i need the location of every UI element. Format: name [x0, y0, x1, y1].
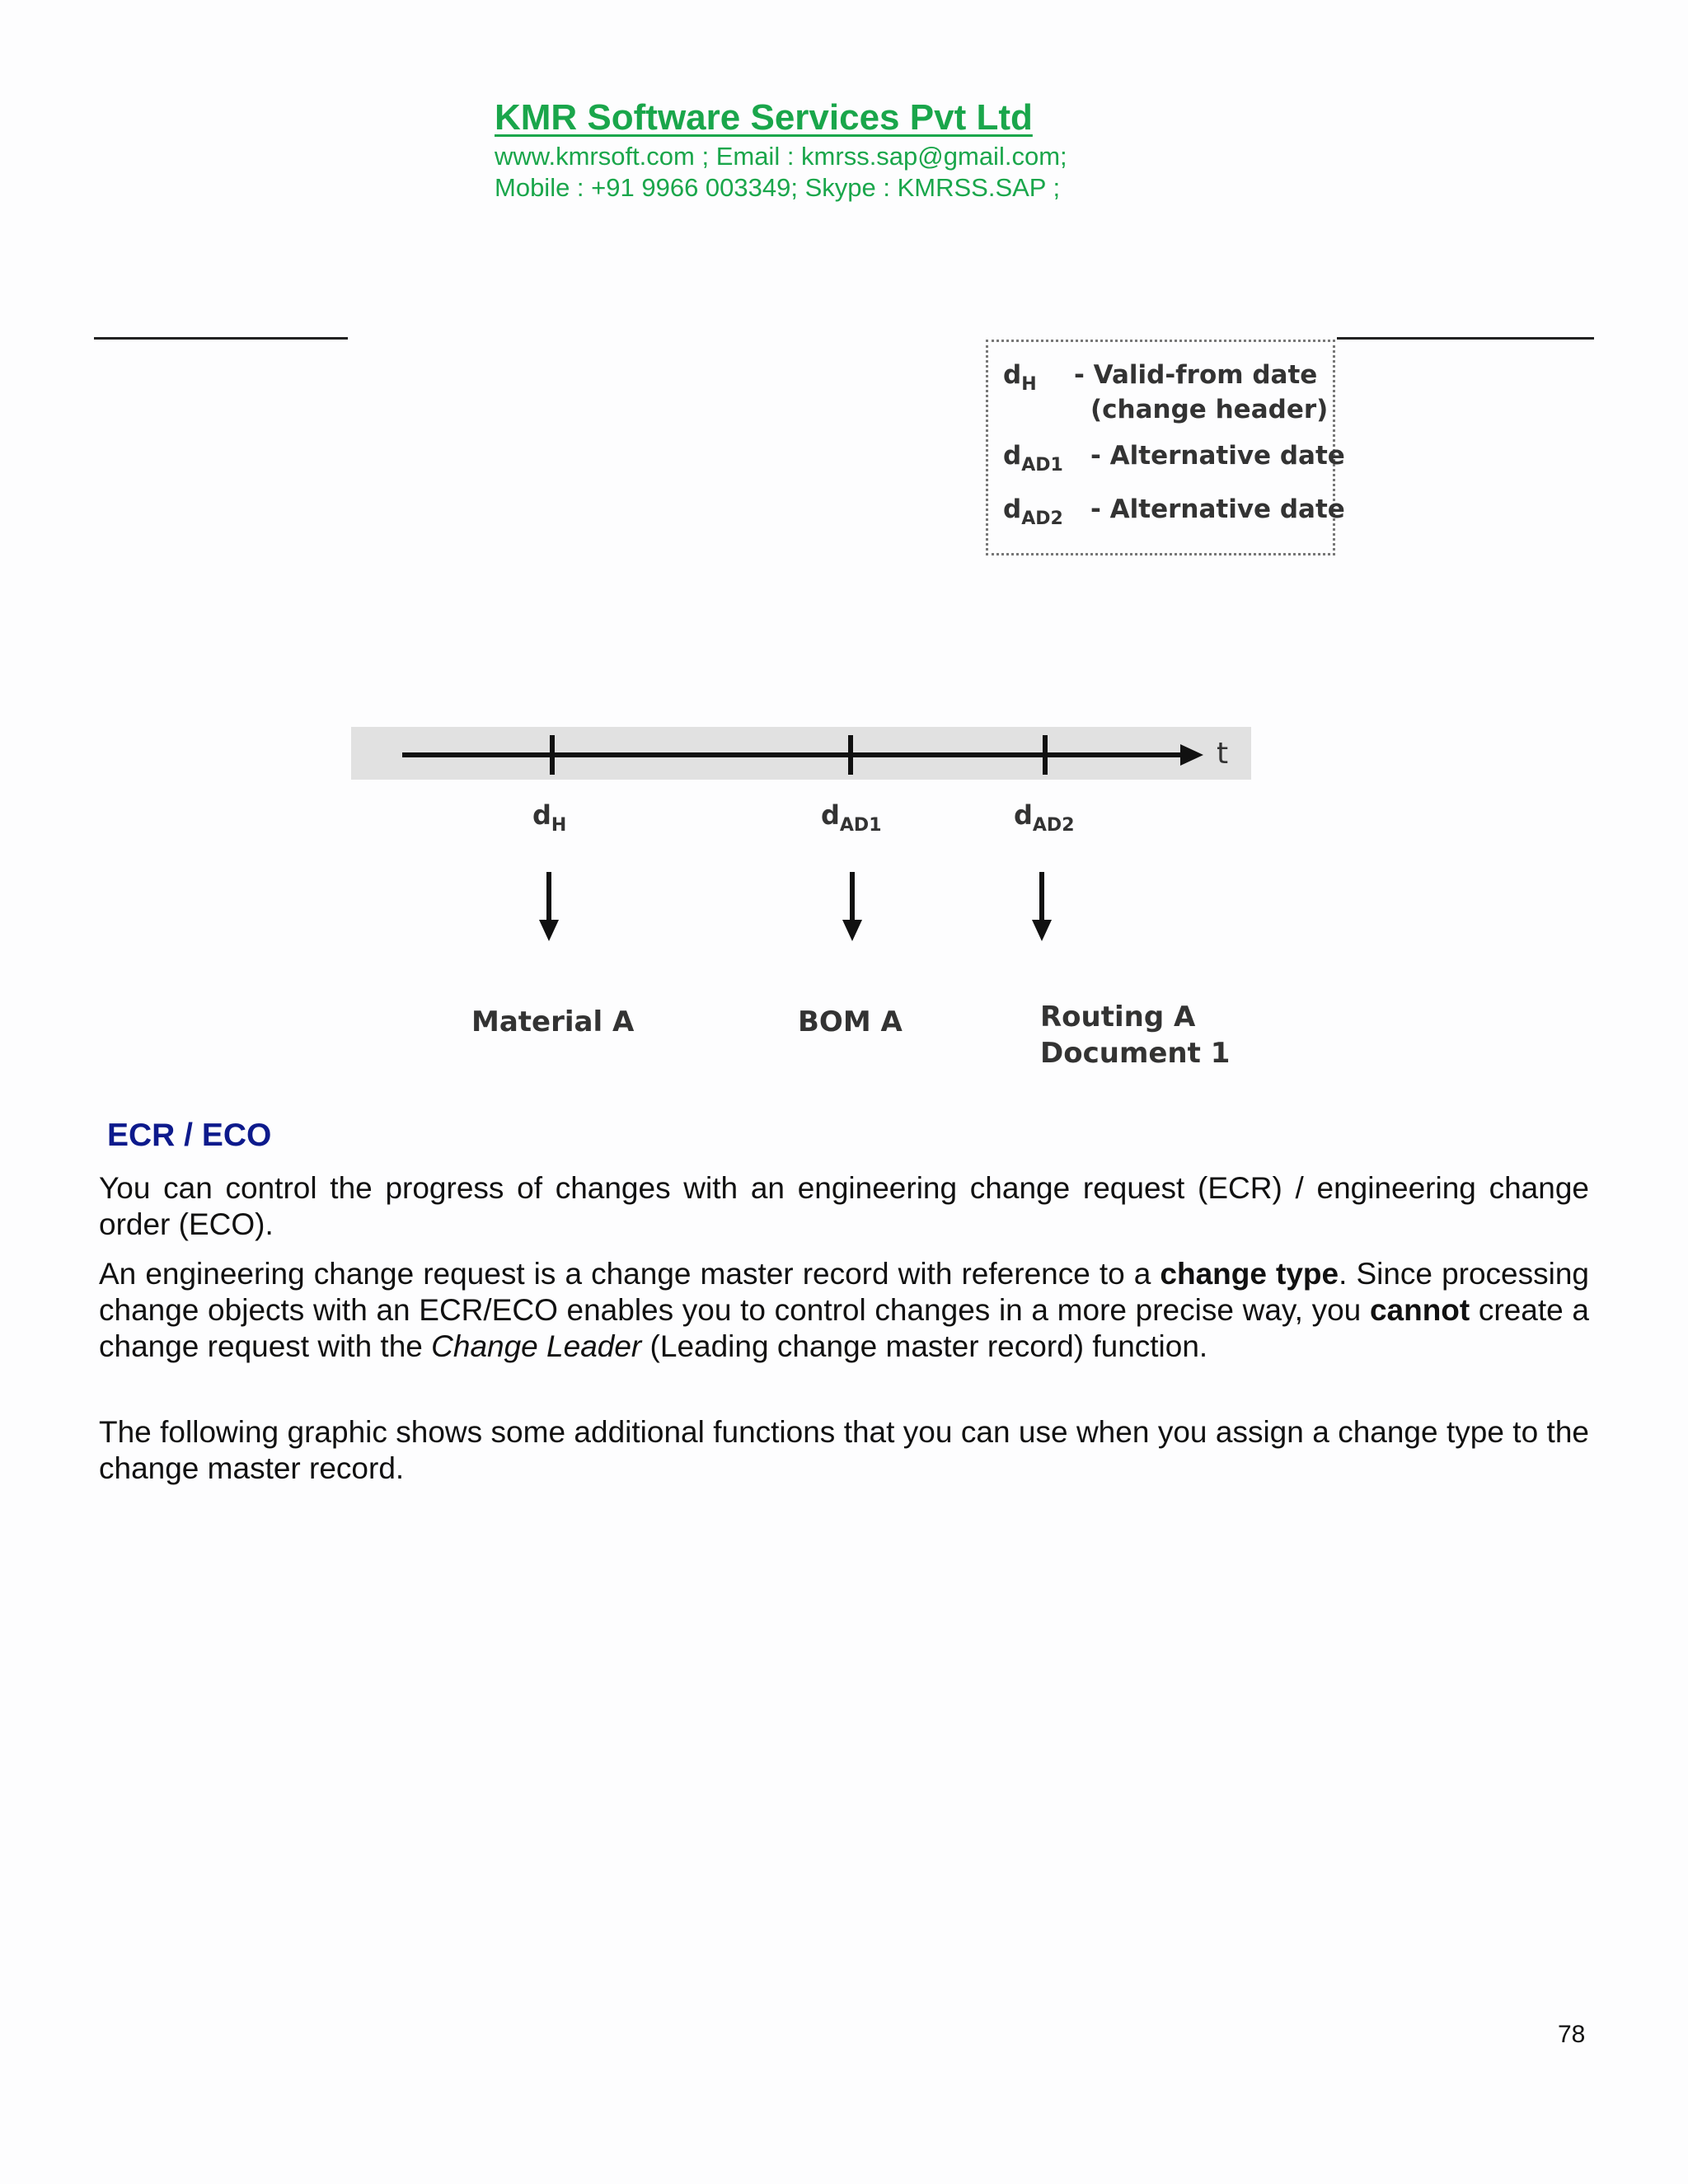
section-heading: ECR / ECO [107, 1118, 272, 1153]
contact-web-email: www.kmrsoft.com ; Email : kmrss.sap@gmail.com; [495, 142, 1067, 171]
legend-dh-symbol: $d_H$ [1003, 360, 1037, 395]
legend-dad2-symbol: $d_{AD2}$ [1003, 494, 1063, 529]
legend-dad1-symbol: $d_{AD1}$ [1003, 441, 1063, 476]
legend-dh-text1: - Valid-from date [1074, 360, 1318, 390]
axis-label-t: t [1217, 737, 1229, 771]
object-bom: BOM A [798, 1005, 903, 1038]
paragraph-2: An engineering change request is a change master record with reference to a change type. Since processing change objects with an ECR/ECO enables you to control changes in a more precise way, you cannot create a change request with the Change Leader (Leading change master record) function. [99, 1257, 1589, 1363]
paragraph-3: The following graphic shows some additional functions that you can use when you assign a change type to the change master record. [99, 1415, 1589, 1485]
arrow-routing [1032, 872, 1052, 941]
axis-arrowhead [1180, 744, 1203, 766]
company-name: KMR Software Services Pvt Ltd [495, 97, 1033, 138]
timeline-diagram [0, 0, 1688, 989]
object-routing: Routing A [1040, 1001, 1196, 1033]
paragraph-1: You can control the progress of changes with an engineering change request (ECR) / engineering change order (ECO). [99, 1171, 1589, 1241]
legend-dad2-text: - Alternative date [1090, 494, 1345, 524]
tick-label-dad2: $d_{AD2}$ [1014, 799, 1075, 836]
contact-phone-skype: Mobile : +91 9966 003349; Skype : KMRSS.SAP ; [495, 173, 1061, 202]
object-material: Material A [471, 1005, 635, 1038]
tick-label-dh: $d_H$ [532, 799, 567, 836]
timeline-axis [402, 744, 1203, 766]
tick-label-dad1: $d_{AD1}$ [821, 799, 882, 836]
legend-dh-text2: (change header) [1090, 395, 1329, 424]
arrow-bom [842, 872, 862, 941]
page-number: 78 [1558, 2021, 1586, 2048]
legend-dad1-text: - Alternative date [1090, 441, 1345, 471]
arrow-material [539, 872, 559, 941]
object-document: Document 1 [1040, 1037, 1231, 1070]
